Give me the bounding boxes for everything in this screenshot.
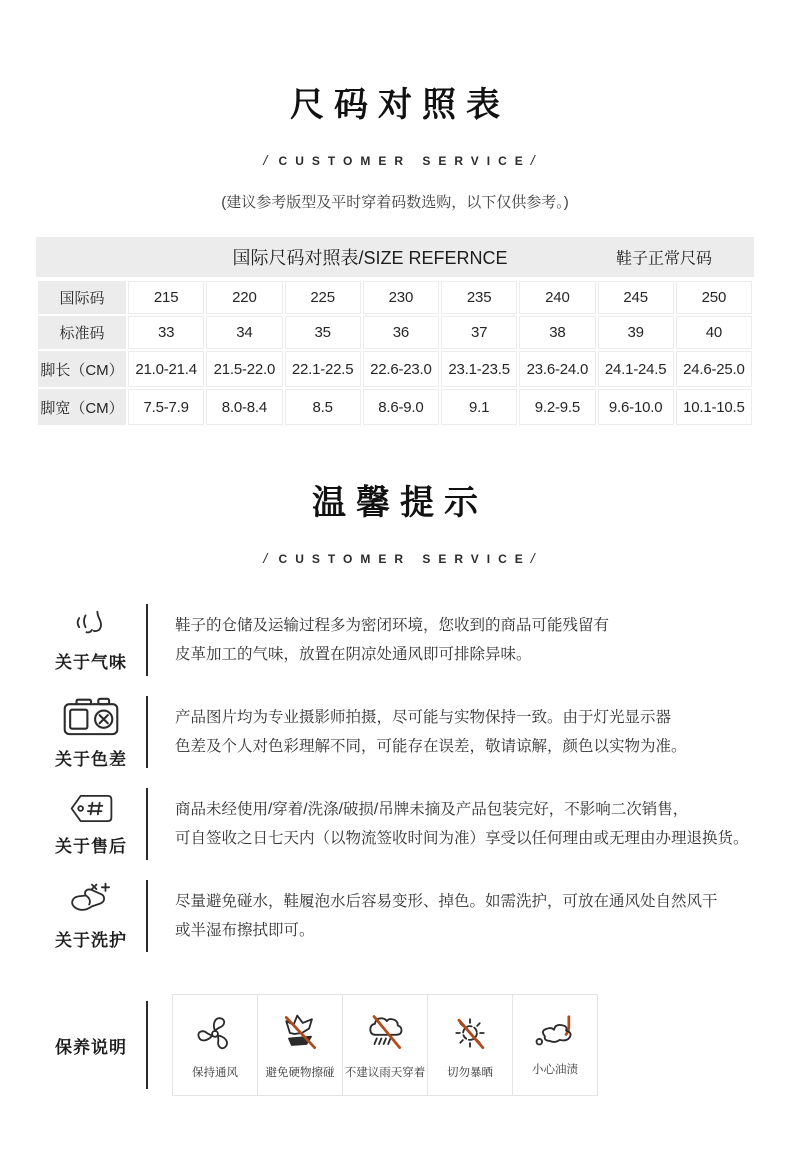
size-table-right-title: 鞋子正常尺码 <box>615 250 712 268</box>
care-box-no-sun <box>427 994 513 1096</box>
row-label: 脚宽（CM） <box>38 389 126 425</box>
size-cell: 225 <box>285 281 361 314</box>
tip-text-line: 商品未经使用/穿着/洗涤/破损/吊牌未摘及产品包装完好，不影响二次销售， <box>175 801 689 819</box>
size-cell: 23.6-24.0 <box>519 351 595 387</box>
tips-list <box>0 594 790 962</box>
tip-text <box>148 887 718 945</box>
size-cell: 235 <box>441 281 517 314</box>
tip-left-washing <box>36 881 146 951</box>
size-section-title: 尺码对照表 <box>290 86 510 124</box>
tip-label: 关于售后 <box>55 836 127 856</box>
size-cell: 34 <box>206 316 282 349</box>
row-label: 脚长（CM） <box>38 351 126 387</box>
size-table-title: 国际尺码对照表/SIZE REFERNCE <box>232 248 508 269</box>
size-cell: 215 <box>128 281 204 314</box>
tip-row-color <box>36 686 754 778</box>
size-cell: 8.6-9.0 <box>363 389 439 425</box>
no-rain-icon <box>363 1011 407 1055</box>
table-row-foot-width <box>38 389 752 425</box>
tips-section-title: 温馨提示 <box>312 484 488 523</box>
size-cell: 21.5-22.0 <box>206 351 282 387</box>
size-note: (建议参考版型及平时穿着码数选购，以下仅供参考。) <box>221 194 569 212</box>
size-cell: 22.6-23.0 <box>363 351 439 387</box>
size-cell: 10.1-10.5 <box>676 389 752 425</box>
tip-text <box>148 611 609 669</box>
size-cell: 36 <box>363 316 439 349</box>
row-label: 标准码 <box>38 316 126 349</box>
size-cell: 23.1-23.5 <box>441 351 517 387</box>
size-cell: 38 <box>519 316 595 349</box>
table-row-standard-size <box>38 316 752 349</box>
no-sun-icon <box>448 1011 492 1055</box>
size-cell: 37 <box>441 316 517 349</box>
care-boxes <box>172 994 598 1096</box>
size-cell: 21.0-21.4 <box>128 351 204 387</box>
size-cell: 33 <box>128 316 204 349</box>
size-cell: 9.2-9.5 <box>519 389 595 425</box>
tip-text-line: 产品图片均为专业摄影师拍摄，尽可能与实物保持一致。由于灯光显示器 <box>175 709 672 727</box>
tip-text <box>148 703 687 761</box>
care-box-ventilation <box>172 994 258 1096</box>
tip-text-line: 或半湿布擦拭即可。 <box>175 922 315 940</box>
tips-subtitle-text: CUSTOMER SERVICE <box>278 552 531 567</box>
size-section-subtitle <box>0 152 790 168</box>
fan-icon <box>193 1011 237 1055</box>
care-box-no-scrape <box>257 994 343 1096</box>
no-hard-object-icon <box>278 1011 322 1055</box>
care-section-label: 保养说明 <box>55 1037 127 1057</box>
care-box-label: 保持通风 <box>192 1066 238 1079</box>
tip-row-smell <box>36 594 754 686</box>
size-subtitle-text: CUSTOMER SERVICE <box>278 154 531 169</box>
table-row-intl-size <box>38 281 752 314</box>
size-cell: 24.6-25.0 <box>676 351 752 387</box>
care-box-oil <box>512 994 598 1096</box>
size-cell: 22.1-22.5 <box>285 351 361 387</box>
care-box-label: 小心油渍 <box>532 1064 578 1077</box>
tip-left-color <box>36 694 146 770</box>
size-cell: 9.6-10.0 <box>598 389 674 425</box>
table-row-foot-length <box>38 351 752 387</box>
size-cell: 39 <box>598 316 674 349</box>
hand-wipe-icon <box>68 881 114 919</box>
size-cell: 220 <box>206 281 282 314</box>
tip-label: 关于洗护 <box>55 931 127 951</box>
size-cell: 230 <box>363 281 439 314</box>
tip-text <box>148 795 749 853</box>
tip-text-line: 鞋子的仓储及运输过程多为密闭环境，您收到的商品可能残留有 <box>175 617 610 635</box>
size-cell: 8.5 <box>285 389 361 425</box>
tip-row-washing <box>36 870 754 962</box>
tip-text-line: 色差及个人对色彩理解不同，可能存在误差，敬请谅解，颜色以实物为准。 <box>175 738 687 756</box>
care-box-no-rain <box>342 994 428 1096</box>
care-box-label: 避免硬物擦碰 <box>265 1066 335 1079</box>
care-box-label: 切勿暴晒 <box>447 1066 493 1079</box>
size-cell: 9.1 <box>441 389 517 425</box>
slash-decor: / <box>263 152 268 169</box>
size-cell: 250 <box>676 281 752 314</box>
tips-section-subtitle <box>0 550 790 566</box>
care-box-label: 不建议雨天穿着 <box>344 1066 426 1079</box>
tip-label: 关于气味 <box>55 652 127 672</box>
care-section <box>36 994 754 1096</box>
size-table-header <box>36 237 754 277</box>
slash-decor: / <box>530 550 535 567</box>
size-cell: 240 <box>519 281 595 314</box>
tip-text-line: 可自签收之日七天内（以物流签收时间为准）享受以任何理由或无理由办理退换货。 <box>175 830 749 848</box>
row-label: 国际码 <box>38 281 126 314</box>
size-table <box>36 237 754 427</box>
slash-decor: / <box>530 152 535 169</box>
tips-section <box>0 484 790 962</box>
camera-icon <box>62 694 120 738</box>
size-cell: 40 <box>676 316 752 349</box>
oil-stain-icon <box>531 1013 579 1052</box>
tip-label: 关于色差 <box>55 750 127 770</box>
vertical-divider <box>146 1001 148 1089</box>
size-cell: 35 <box>285 316 361 349</box>
size-cell: 7.5-7.9 <box>128 389 204 425</box>
tip-left-smell <box>36 608 146 673</box>
slash-decor: / <box>263 550 268 567</box>
tip-left-aftersales <box>36 792 146 857</box>
tip-text-line: 皮革加工的气味，放置在阴凉处通风即可排除异味。 <box>175 646 532 664</box>
price-tag-icon <box>68 792 115 825</box>
size-cell: 24.1-24.5 <box>598 351 674 387</box>
size-cell: 245 <box>598 281 674 314</box>
tip-row-aftersales <box>36 778 754 870</box>
smell-nose-icon <box>71 608 111 641</box>
size-cell: 8.0-8.4 <box>206 389 282 425</box>
tip-text-line: 尽量避免碰水，鞋履泡水后容易变形、掉色。如需洗护，可放在通风处自然风干 <box>175 893 718 911</box>
